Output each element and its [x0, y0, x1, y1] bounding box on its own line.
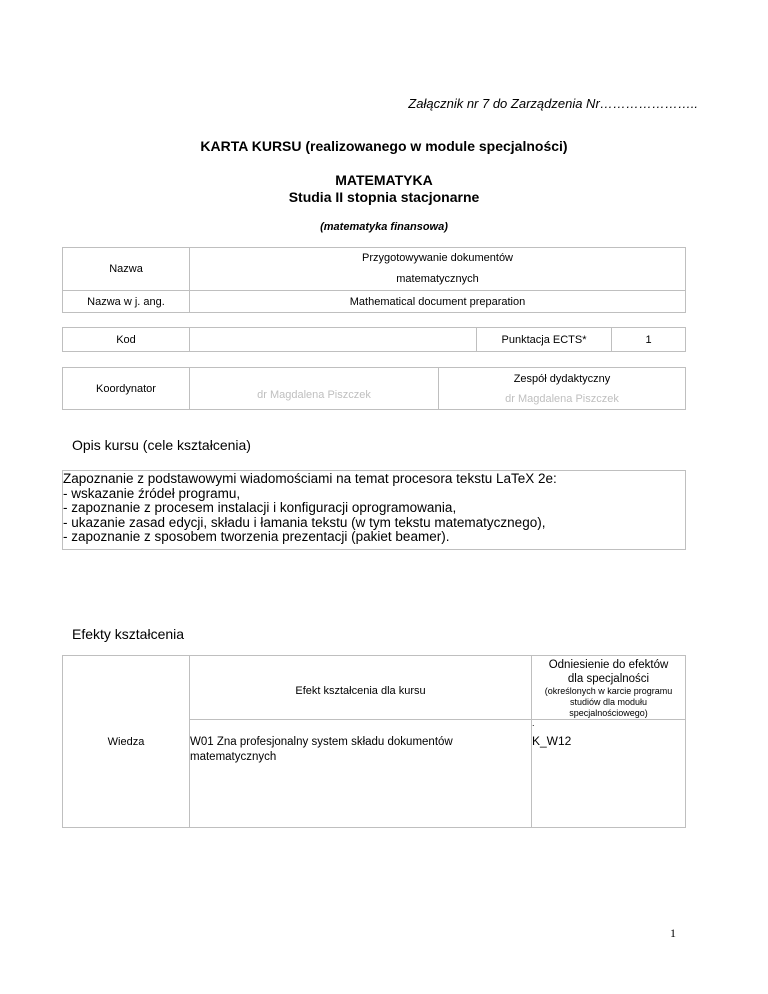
description-line: Zapoznanie z podstawowymi wiadomościami na temat procesora tekstu LaTeX 2e: [63, 471, 557, 486]
reference-code: K_W12 [532, 734, 572, 748]
code-ects-table [62, 327, 686, 352]
description-line: - ukazanie zasad edycji, składu i łamania tekstu (w tym tekstu matematycznego), [63, 514, 546, 530]
name-value [190, 248, 686, 291]
reference-note-line-2: studiów dla modułu [569, 697, 648, 707]
effect-line-1: W01 Zna profesjonalny system składu dokumentów [190, 736, 453, 748]
outcomes-table [62, 655, 686, 828]
course-name-table [62, 247, 686, 313]
name-line-2: matematycznych [396, 273, 479, 285]
name-en-label: Nazwa w j. ang. [63, 291, 190, 313]
coordinator-name: dr Magdalena Piszczek [190, 368, 439, 410]
description-heading: Opis kursu (cele kształcenia) [72, 437, 251, 453]
subject-name: MATEMATYKA [335, 172, 433, 188]
annex-reference: Załącznik nr 7 do Zarządzenia Nr………………….. [408, 96, 698, 111]
team-cell [439, 368, 686, 410]
team-label: Zespół dydaktyczny [513, 372, 611, 385]
outcomes-row-label: Wiedza [63, 656, 190, 828]
coordinator-label: Koordynator [63, 368, 190, 410]
reference-dot: . [532, 718, 535, 728]
study-level: Studia II stopnia stacjonarne [288, 189, 480, 205]
page-number: 1 [670, 926, 676, 940]
coordinator-table [62, 367, 686, 410]
effect-line-2: matematycznych [190, 751, 277, 763]
name-en-value: Mathematical document preparation [190, 291, 686, 313]
description-line: - wskazanie źródeł programu, [63, 485, 241, 501]
reference-note-line-1: (określonych w karcie programu [544, 686, 673, 696]
description-box [62, 470, 686, 550]
ects-label: Punktacja ECTS* [477, 328, 612, 352]
team-name: dr Magdalena Piszczek [505, 392, 619, 405]
reference-cell [532, 720, 686, 828]
effect-cell [190, 720, 532, 828]
code-label: Kod [63, 328, 190, 352]
reference-column-header [532, 656, 686, 720]
specialization: (matematyka finansowa) [320, 221, 448, 233]
code-value [190, 328, 477, 352]
outcomes-heading: Efekty kształcenia [72, 626, 185, 642]
subject-heading [0, 172, 768, 206]
reference-header-line-2: dla specjalności [567, 673, 650, 685]
card-title: KARTA KURSU (realizowanego w module specjalności) [200, 138, 568, 154]
effect-column-header: Efekt kształcenia dla kursu [190, 656, 532, 720]
description-line: - zapoznanie z procesem instalacji i konfiguracji oprogramowania, [63, 500, 457, 515]
name-line-1: Przygotowywanie dokumentów [361, 252, 514, 264]
reference-note-line-3: specjalnościowego) [569, 708, 648, 718]
description-line: - zapoznanie z sposobem tworzenia prezentacji (pakiet beamer). [63, 529, 450, 544]
name-label: Nazwa [63, 248, 190, 291]
ects-value: 1 [612, 328, 686, 352]
reference-header-line-1: Odniesienie do efektów [548, 659, 669, 671]
